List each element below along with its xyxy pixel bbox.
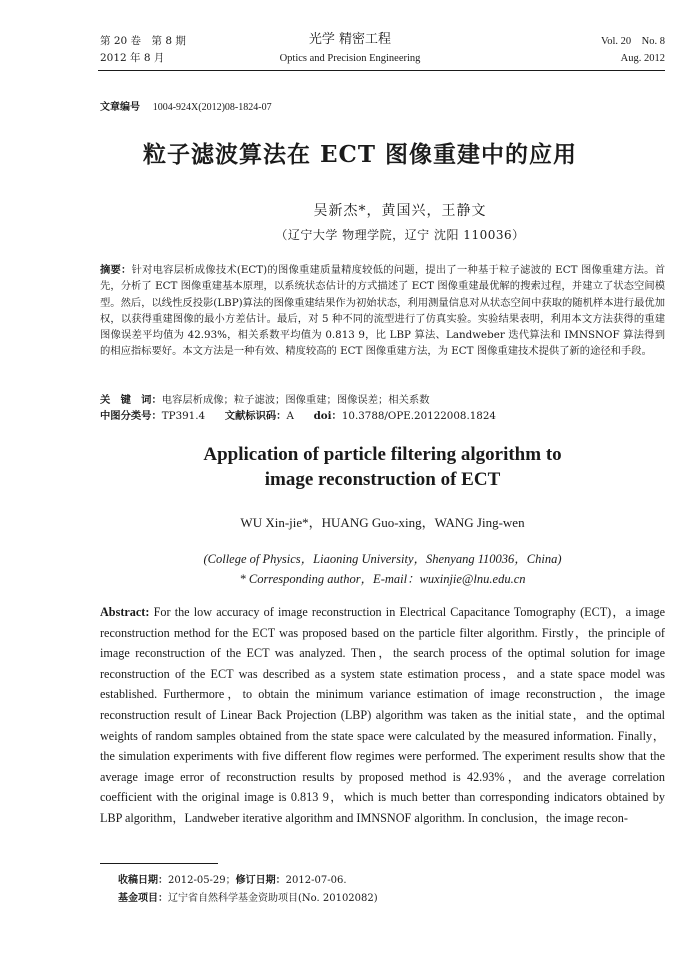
article-id <box>100 98 272 113</box>
doc-code-value: A <box>286 410 294 422</box>
date-zh: 2012 年 8 月 <box>100 52 165 64</box>
authors-en: WU Xin-jie*，HUANG Guo-xing，WANG Jing-wen <box>240 515 525 530</box>
revised-label: 修订日期： <box>235 875 286 886</box>
keywords-zh <box>100 392 665 408</box>
header-rule <box>98 70 665 71</box>
received-label: 收稿日期： <box>118 875 168 886</box>
fund-footnote <box>118 890 378 908</box>
journal-title-zh: 光学 精密工程 <box>308 32 392 47</box>
abstract-en-text: For the low accuracy of image reconstruction in Electrical Capacitance Tomography (ECT)，a image reconstruction method for the ECT was proposed based on the particle filter algorithm. Firstly，the principle of image reconstruction of the ECT was analyzed. Then，the search process of the optimal solution for image reconstruction of the ECT was described as a system state estimation process，and a state space model was established. Furthermore，to obtain the minimum variance estimation of image reconstruction，the image reconstruction result of Linear Back Projection (LBP) algorithm was taken as the initial state，and the optimal weights of random samples obtained from the state space were calculated by the measured information. Finally，the simulation experiments with five different flow regimes were performed. The experiment results show that the average image error of reconstruction results by proposed method is 42.93%，and the average correlation coefficient with the original image is 0.813 9，which is much better than corresponding indicators obtained by LBP algorithm，Landweber iterative algorithm and IMNSNOF algorithm. In conclusion，the image recon- <box>100 605 665 825</box>
corresponding-author: * Corresponding author，E-mail：wuxinjie@lnu.edu.cn <box>239 572 526 586</box>
doc-code-label: 文献标识码： <box>224 410 287 422</box>
doi-value: 10.3788/OPE.20122008.1824 <box>341 410 496 422</box>
abstract-en-label: Abstract: <box>100 605 150 619</box>
keywords-zh-label: 关 键 词： <box>100 394 162 406</box>
article-id-value: 1004-924X(2012)08-1824-07 <box>152 102 272 113</box>
received-date: 2012-05-29； <box>168 875 236 886</box>
abstract-en <box>100 602 665 829</box>
authors-zh: 吴新杰*，黄国兴，王静文 <box>313 203 487 219</box>
journal-title-en: Optics and Precision Engineering <box>279 53 421 64</box>
fund-text: 辽宁省自然科学基金资助项目(No. 20102082) <box>168 893 378 904</box>
article-id-label: 文章编号 <box>100 102 140 113</box>
affiliation-en: (College of Physics，Liaoning University，Shenyang 110036，China) <box>203 552 562 566</box>
affiliation-zh: （辽宁大学 物理学院，辽宁 沈阳 110036） <box>275 228 525 242</box>
abstract-zh-text: 针对电容层析成像技术(ECT)的图像重建质量精度较低的问题，提出了一种基于粒子滤波的 ECT 图像重建方法。首先，分析了 ECT 图像重建基本原理，以系统状态估计的方式描述了 ECT 图像重建最优解的搜索过程，并建立了状态空间模型。然后，以线性反投影(LBP)算法的图像重建结果作为初始状态，利用测量信息对从状态空间中获取的随机样本进行最优加权，以获得重建图像的最小方差估计。最后，对 5 种不同的流型进行了仿真实验。实验结果表明，利用本文方法获得的重建图像误差平均值为 42.93%，相关系数平均值为 0.813 9，比 LBP 算法、Landweber 迭代算法和 IMNSNOF 算法得到的相应指标要好。本文方法是一种有效、精度较高的 ECT 图像重建方法，为 ECT 图像重建技术提供了新的途径和手段。 <box>100 264 665 358</box>
fund-label: 基金项目： <box>118 893 168 904</box>
title-zh: 粒子滤波算法在 ECT 图像重建中的应用 <box>143 141 577 168</box>
clc-value: TP391.4 <box>161 410 206 422</box>
keywords-zh-text: 电容层析成像；粒子滤波；图像重建；图像误差；相关系数 <box>161 394 430 406</box>
title-en-line1: Application of particle filtering algorithm to <box>203 444 562 465</box>
abstract-zh <box>100 262 665 360</box>
clc-label: 中图分类号： <box>100 410 162 422</box>
abstract-zh-label: 摘要： <box>100 264 132 276</box>
volume-issue-en: Vol. 20 No. 8 <box>601 36 665 47</box>
title-en-line2: image reconstruction of ECT <box>264 469 501 490</box>
date-en: Aug. 2012 <box>620 53 665 64</box>
footnote-rule <box>100 863 218 864</box>
volume-issue-zh: 第 20 卷 第 8 期 <box>100 35 186 47</box>
classification-line <box>100 408 665 424</box>
dates-footnote <box>118 872 347 890</box>
revised-date: 2012-07-06. <box>285 875 347 886</box>
doi-label: doi： <box>313 410 342 422</box>
